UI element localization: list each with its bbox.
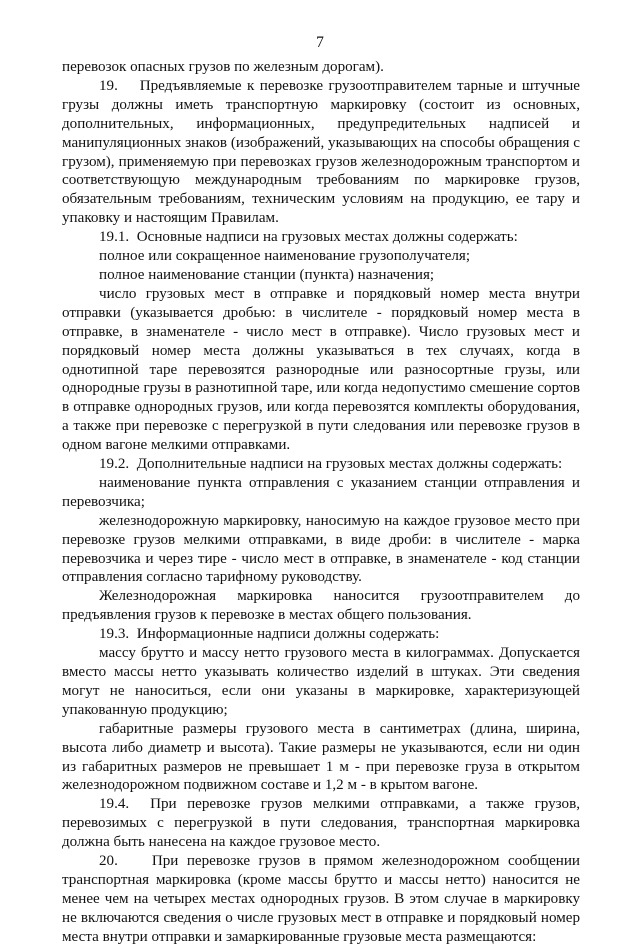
paragraph-19-3-dimensions: габаритные размеры грузового места в сантиметрах (длина, ширина, высота либо диаметр и высота). Такие размеры не указываются, если ни один из габаритных размеров не превышает 1 м - при перевозке груза в открытом железнодорожном подвижном составе и 1,2 м - в крытом вагоне.	[62, 720, 580, 794]
body-text	[62, 58, 580, 947]
paragraph-19-3-mass: массу брутто и массу нетто грузового места в килограммах. Допускается вместо массы нетто указывать количество изделий в штуках. Эти сведения могут не наноситься, если они указаны в маркировке, характеризующей упакованную продукцию;	[62, 645, 580, 718]
paragraph-19-4: 19.4. При перевозке грузов мелкими отправками, а также грузов, перевозимых с перегрузкой в пути следования, транспортная маркировка должна быть нанесена на каждое грузовое место.	[62, 796, 580, 851]
paragraph-19-3: 19.3. Информационные надписи должны содержать:	[99, 626, 440, 643]
paragraph-19-2: 19.2. Дополнительные надписи на грузовых местах должны содержать:	[99, 456, 563, 473]
paragraph-19-2-origin: наименование пункта отправления с указанием станции отправления и перевозчика;	[62, 474, 580, 510]
paragraph-19-1-count: число грузовых мест в отправке и порядковый номер места внутри отправки (указывается дробью: в числителе - порядковый номер места в отправке, в знаменателе - число мест в отправке). Число грузовых мест и порядковый номер места должны указываться в тех случаях, когда в однотипной таре перевозятся разнородные или разносортные грузы, или однородные грузы в разнотипной таре, или когда недопустимо смешение сортов в отправке однородных грузов, или когда перевозятся комплекты оборудования, а также при перевозке с перегрузкой в пути следования или перевозке грузов в одном вагоне мелкими отправками.	[62, 285, 580, 454]
paragraph-19-2-applied: Железнодорожная маркировка наносится грузоотправителем до предъявления грузов к перевозке в местах общего пользования.	[62, 588, 580, 624]
paragraph-19-1: 19.1. Основные надписи на грузовых местах должны содержать:	[99, 229, 518, 246]
paragraph-continuation: перевозок опасных грузов по железным дорогам).	[62, 59, 384, 75]
page-number: 7	[316, 34, 324, 51]
paragraph-19-1-station: полное наименование станции (пункта) назначения;	[99, 266, 435, 283]
paragraph-19: 19. Предъявляемые к перевозке грузоотправителем тарные и штучные грузы должны иметь транспортную маркировку (состоит из основных, дополнительных, информационных, предупредительных надписей и манипуляционных знаков (изображений, указывающих на способы обращения с грузом), применяемую при перевозках грузов железнодорожным транспортом и соответствующую международным требованиям по маркировке грузов, обязательным требованиям, техническим условиям на продукцию, ее тару и упаковку и настоящим Правилам.	[62, 77, 580, 227]
paragraph-20: 20. При перевозке грузов в прямом железнодорожном сообщении транспортная маркировка (кроме массы брутто и массы нетто) наносится не менее чем на четырех местах однородных грузов. В этом случае в маркировку не включаются сведения о числе грузовых мест в отправке и порядковый номер места внутри отправки и замаркированные грузовые места размещаются:	[62, 853, 580, 945]
paragraph-19-2-marking: железнодорожную маркировку, наносимую на каждое грузовое место при перевозке грузов мелкими отправками, в виде дроби: в числителе - марка перевозчика и через тире - число мест в отправке, в знаменателе - код станции отправления согласно тарифному руководству.	[62, 512, 580, 586]
paragraph-19-1-consignee: полное или сокращенное наименование грузополучателя;	[99, 248, 471, 265]
